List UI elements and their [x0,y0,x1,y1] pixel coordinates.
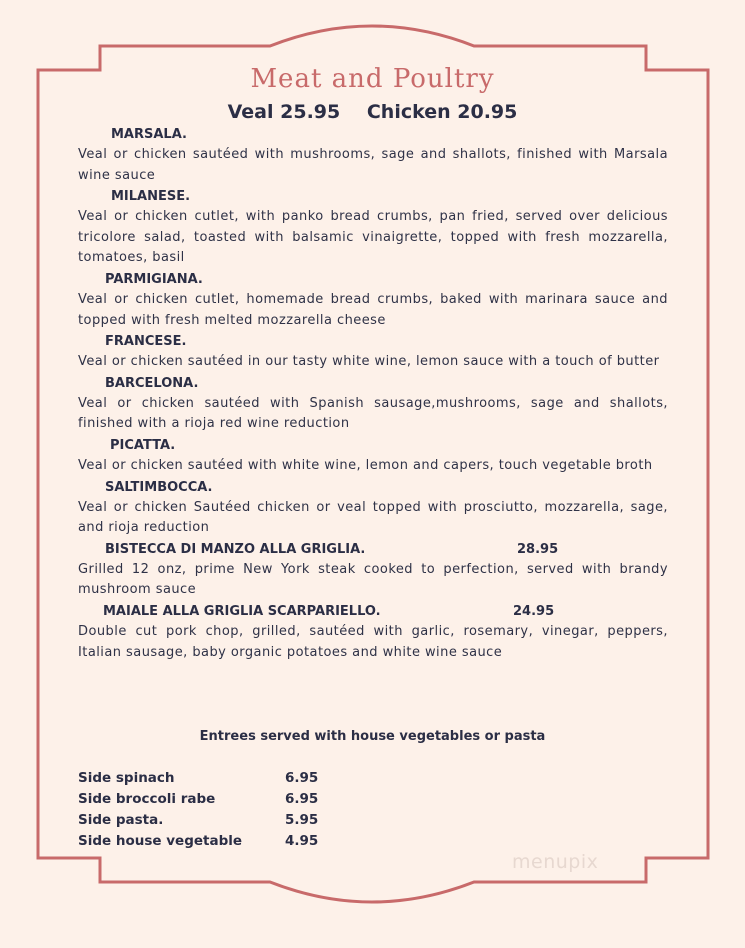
side-item [78,831,338,852]
menu-item-bistecca [78,539,668,601]
side-name: Side house vegetable [78,833,243,849]
item-name: BARCELONA. [105,375,199,391]
menu-item-maiale [78,601,668,663]
item-price: 24.95 [513,603,555,619]
side-name: Side pasta. [78,812,164,828]
side-price: 5.95 [285,812,319,828]
item-description: Veal or chicken sautéed with Spanish sausage,mushrooms, sage and shallots, finished with a rioja red wine reduction [78,395,668,432]
sides-list [78,768,338,852]
menu-item-milanese [78,186,668,269]
item-name: PICATTA. [110,437,176,453]
chicken-price: Chicken 20.95 [366,101,518,123]
item-description: Veal or chicken Sautéed chicken or veal topped with prosciutto, mozzarella, sage, and rioja reduction [78,499,668,536]
price-header [0,101,745,123]
item-name: MARSALA. [111,127,187,142]
menu-item-francese [78,331,668,373]
side-price: 6.95 [285,770,319,786]
menu-item-marsala [78,124,668,186]
item-description: Double cut pork chop, grilled, sautéed with garlic, rosemary, vinegar, peppers, Italian sausage, baby organic potatoes and white wine sauce [78,623,668,660]
side-item [78,810,338,831]
side-price: 6.95 [285,791,319,807]
item-price: 28.95 [517,541,559,557]
item-name: FRANCESE. [105,334,187,350]
item-description: Grilled 12 onz, prime New York steak cooked to perfection, served with brandy mushroom sauce [78,561,668,598]
item-description: Veal or chicken sautéed in our tasty white wine, lemon sauce with a touch of butter [78,354,660,370]
item-description: Veal or chicken cutlet, with panko bread crumbs, pan fried, served over delicious tricolore salad, toasted with balsamic vinaigrette, topped with fresh mozzarella, tomatoes, basil [78,209,668,266]
item-description: Veal or chicken sautéed with mushrooms, sage and shallots, finished with Marsala wine sauce [78,147,668,183]
side-name: Side spinach [78,770,175,786]
side-price: 4.95 [285,833,319,849]
menu-item-barcelona [78,373,668,435]
menu-item-picatta [78,435,668,477]
item-name: PARMIGIANA. [105,271,203,287]
entrees-note: Entrees served with house vegetables or pasta [199,729,546,744]
side-item [78,789,338,810]
item-name: BISTECCA DI MANZO ALLA GRIGLIA. [105,541,366,557]
menu-item-parmigiana [78,269,668,331]
page-title: Meat and Poultry [250,64,495,94]
item-name: MAIALE ALLA GRIGLIA SCARPARIELLO. [103,603,381,619]
item-name: MILANESE. [111,189,191,205]
item-description: Veal or chicken sautéed with white wine, lemon and capers, touch vegetable broth [78,457,653,473]
item-description: Veal or chicken cutlet, homemade bread crumbs, baked with marinara sauce and topped with fresh melted mozzarella cheese [78,291,668,328]
menu-item-saltimbocca [78,477,668,539]
side-item [78,768,338,789]
side-name: Side broccoli rabe [78,791,216,807]
item-name: SALTIMBOCCA. [105,479,213,495]
menu-items [78,124,668,663]
menupix-watermark: menupix [512,851,599,873]
veal-price: Veal 25.95 [227,101,341,123]
